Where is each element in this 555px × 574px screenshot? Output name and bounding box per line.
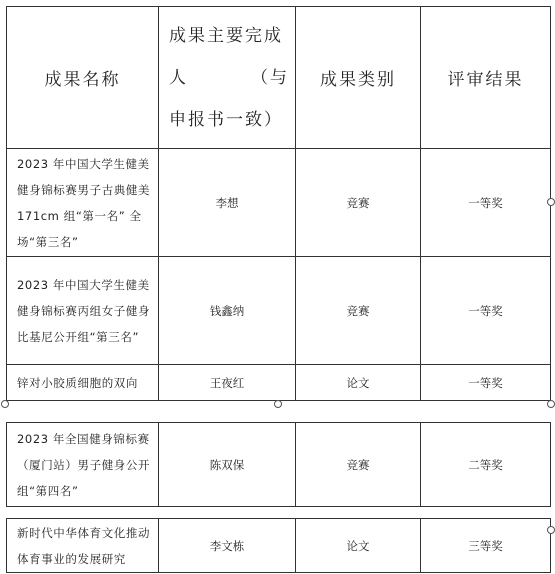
table-row	[7, 519, 551, 573]
table-row	[7, 257, 551, 365]
cell-person: 陈双保	[159, 423, 296, 507]
header-person-line3: 申报书一致）	[169, 109, 283, 130]
cell-name: 2023 年全国健身锦标赛（厦门站）男子健身公开组“第四名”	[7, 423, 159, 507]
cell-category: 论文	[296, 365, 421, 401]
header-name: 成果名称	[7, 7, 159, 149]
resize-handle-right-bottom[interactable]	[547, 526, 555, 534]
header-row	[7, 7, 551, 149]
awards-table	[6, 6, 551, 401]
cell-person: 钱鑫纳	[159, 257, 296, 365]
cell-name: 锌对小胶质细胞的双向	[7, 365, 159, 401]
cell-person: 王夜红	[159, 365, 296, 401]
header-person-line2	[169, 57, 289, 99]
header-person-line1: 成果主要完成	[169, 25, 283, 46]
header-category: 成果类别	[296, 7, 421, 149]
header-person	[159, 7, 296, 149]
resize-handle-right[interactable]	[547, 400, 555, 408]
cell-category: 竞赛	[296, 257, 421, 365]
resize-handle-center[interactable]	[274, 400, 282, 408]
cell-result: 二等奖	[421, 423, 551, 507]
cell-name: 新时代中华体育文化推动体育事业的发展研究	[7, 519, 159, 573]
cell-result: 三等奖	[421, 519, 551, 573]
cell-name: 2023 年中国大学生健美健身锦标赛男子古典健美 171cm 组“第一名” 全场“第三名”	[7, 149, 159, 257]
table-row	[7, 423, 551, 507]
cell-category: 竞赛	[296, 423, 421, 507]
header-person-line2-a: 人	[169, 67, 188, 88]
cell-result: 一等奖	[421, 365, 551, 401]
cell-category: 论文	[296, 519, 421, 573]
resize-handle-right-top[interactable]	[547, 198, 555, 206]
cell-name: 2023 年中国大学生健美健身锦标赛丙组女子健身比基尼公开组“第三名”	[7, 257, 159, 365]
header-person-line2-b: （与	[251, 67, 289, 88]
resize-handle-left[interactable]	[1, 400, 9, 408]
awards-table-continued	[6, 422, 551, 507]
cell-category: 竞赛	[296, 149, 421, 257]
cell-result: 一等奖	[421, 257, 551, 365]
cell-result: 一等奖	[421, 149, 551, 257]
header-result: 评审结果	[421, 7, 551, 149]
cell-person: 李文栋	[159, 519, 296, 573]
cell-person: 李想	[159, 149, 296, 257]
table-row	[7, 365, 551, 401]
table-row	[7, 149, 551, 257]
awards-table-continued-2	[6, 518, 551, 573]
